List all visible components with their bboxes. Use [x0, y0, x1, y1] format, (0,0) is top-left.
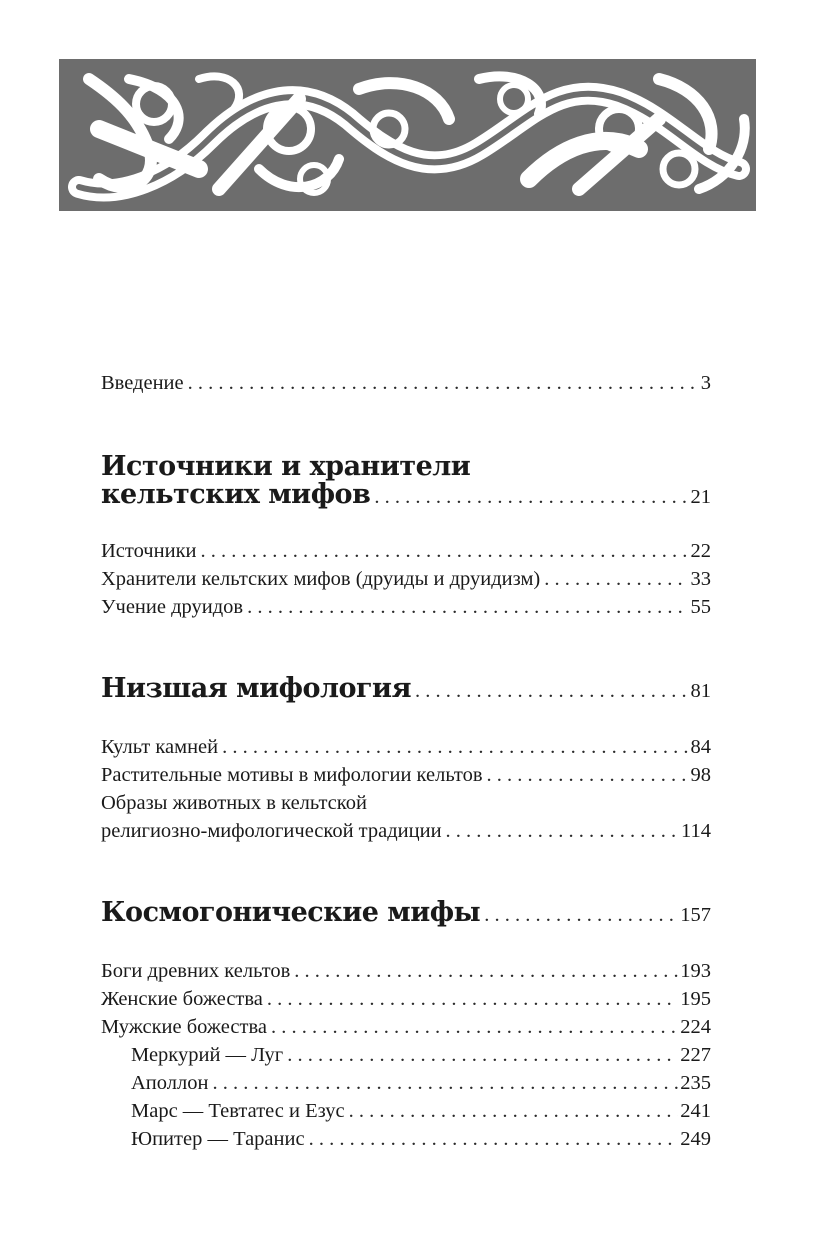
toc-entry-title: Культ камней — [101, 736, 219, 758]
dot-leader — [349, 1098, 679, 1124]
toc-subentry[interactable] — [131, 1098, 711, 1124]
dot-leader — [188, 370, 699, 396]
dot-leader — [271, 1014, 678, 1040]
dot-leader — [309, 1126, 679, 1152]
toc-entry-page: 55 — [690, 596, 711, 618]
toc-subentry[interactable] — [131, 1070, 711, 1096]
celtic-knot-banner — [59, 59, 756, 211]
toc-entry-page: 22 — [690, 540, 711, 562]
toc-entry-page: 235 — [680, 1072, 711, 1094]
dot-leader — [247, 594, 688, 620]
section-title-line1[interactable]: Источники и хранители — [101, 451, 471, 482]
toc-entry-intro[interactable] — [101, 370, 711, 396]
toc-entry-title: Источники — [101, 540, 197, 562]
toc-entry-title: Женские божества — [101, 988, 263, 1010]
toc-entry[interactable] — [101, 762, 711, 788]
toc-entry-page: 98 — [690, 764, 711, 786]
toc-entry-page: 241 — [680, 1100, 711, 1122]
toc-entry-title: Боги древних кельтов — [101, 960, 291, 982]
dot-leader — [487, 762, 689, 788]
toc-entry-page: 195 — [680, 988, 711, 1010]
toc-entry-page: 3 — [700, 372, 711, 394]
dot-leader — [287, 1042, 678, 1068]
toc-entry[interactable] — [101, 958, 711, 984]
toc-entry-title-line1[interactable]: Образы животных в кельтской — [101, 792, 367, 814]
toc-entry[interactable] — [101, 566, 711, 592]
toc-entry-title: Мужские божества — [101, 1016, 267, 1038]
section-entry-cosmogonic-myths[interactable] — [101, 897, 711, 928]
toc-entry-title: Аполлон — [131, 1072, 209, 1094]
section-title-line2: кельтских мифов — [101, 479, 371, 510]
toc-entry[interactable] — [101, 594, 711, 620]
toc-entry-title-line2: религиозно-мифологической традиции — [101, 820, 442, 842]
celtic-knot-ornament-icon — [59, 59, 756, 211]
toc-entry-page: 33 — [690, 568, 711, 590]
section-title: Низшая мифология — [101, 673, 412, 704]
dot-leader — [267, 986, 678, 1012]
section-entry-lower-mythology[interactable] — [101, 673, 711, 704]
toc-entry-title: Учение друидов — [101, 596, 244, 618]
dot-leader — [294, 958, 678, 984]
section-entry-sources[interactable] — [101, 479, 711, 510]
toc-entry-page: 114 — [681, 820, 711, 842]
toc-entry-title: Меркурий — Луг — [131, 1044, 284, 1066]
toc-entry-page: 249 — [680, 1128, 711, 1150]
toc-entry[interactable] — [101, 538, 711, 564]
toc-entry[interactable] — [101, 734, 711, 760]
section-title: Космогонические мифы — [101, 897, 481, 928]
toc-entry-title: Марс — Тевтатес и Езус — [131, 1100, 345, 1122]
dot-leader — [222, 734, 688, 760]
toc-entry-page: 227 — [680, 1044, 711, 1066]
dot-leader — [374, 484, 688, 510]
toc-entry-page: 84 — [690, 736, 711, 758]
dot-leader — [415, 678, 688, 704]
dot-leader — [544, 566, 688, 592]
toc-entry-page: 193 — [680, 960, 711, 982]
toc-entry-page: 224 — [680, 1016, 711, 1038]
dot-leader — [446, 818, 679, 844]
toc-entry-title: Хранители кельтских мифов (друиды и друидизм) — [101, 568, 541, 590]
toc-entry[interactable] — [101, 986, 711, 1012]
dot-leader — [212, 1070, 678, 1096]
toc-entry-title: Введение — [101, 372, 184, 394]
toc-subentry[interactable] — [131, 1042, 711, 1068]
toc-entry-title: Растительные мотивы в мифологии кельтов — [101, 764, 483, 786]
section-page: 21 — [690, 486, 711, 508]
toc-entry[interactable] — [101, 1014, 711, 1040]
dot-leader — [201, 538, 689, 564]
toc-subentry[interactable] — [131, 1126, 711, 1152]
toc-entry-title: Юпитер — Таранис — [131, 1128, 305, 1150]
toc-entry[interactable] — [101, 818, 711, 844]
section-page: 81 — [690, 680, 711, 702]
section-page: 157 — [680, 904, 711, 926]
dot-leader — [484, 902, 678, 928]
